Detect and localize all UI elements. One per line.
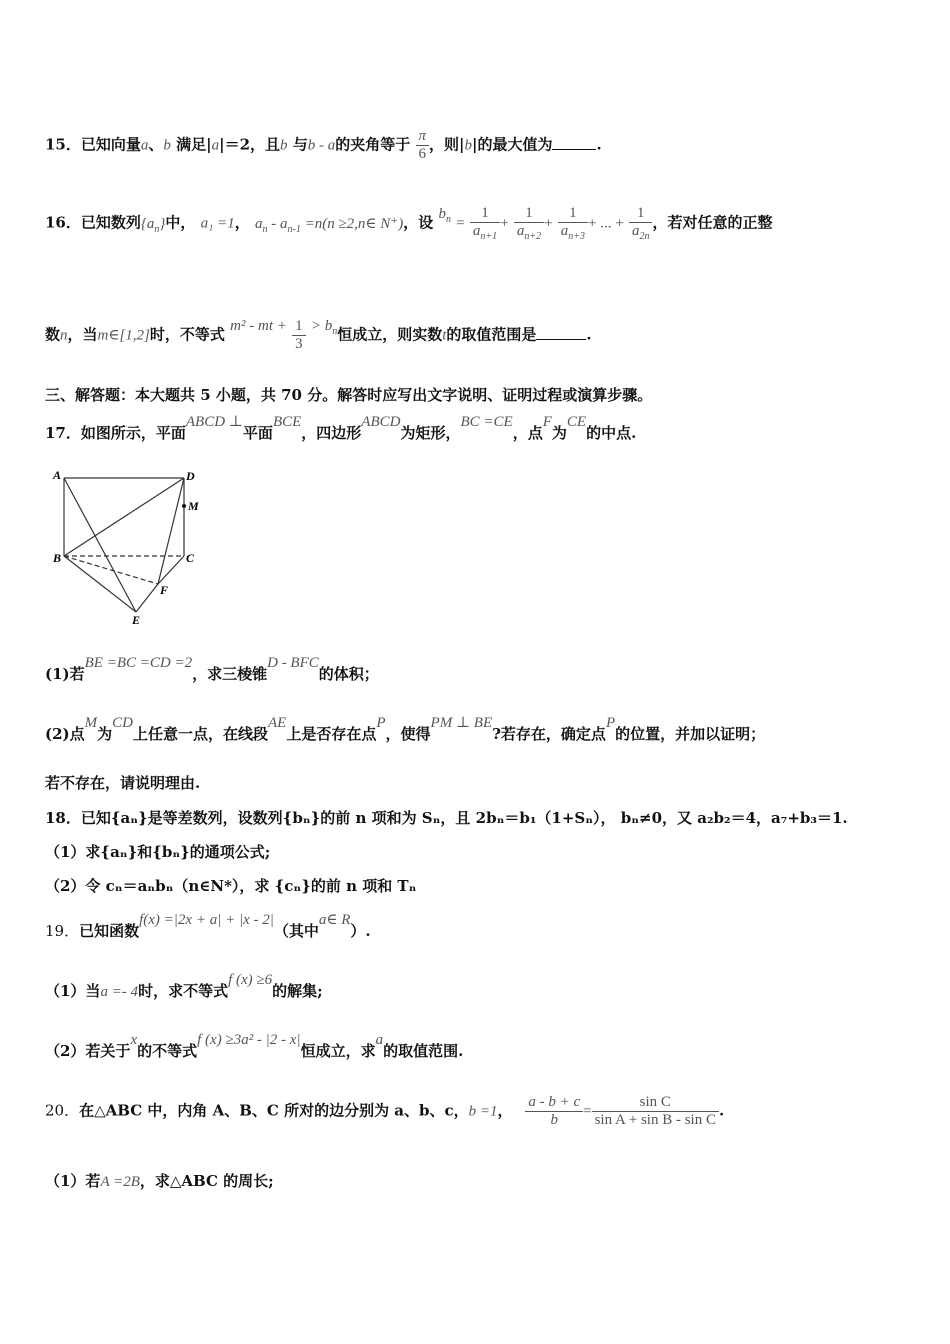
q19-part-1: （1）当a =- 4时，求不等式f (x) ≥6的解集;	[45, 972, 323, 1000]
label-F: F	[160, 583, 169, 597]
q17-part-2: (2)点M为CD上任意一点，在线段AE上是否存在点P，使得PM ⊥ BE?若存在，确定点P的位置，并加以证明；	[45, 715, 766, 743]
q20-line: 20．在△ABC 中，内角 A、B、C 所对的边分别为 a、b、c，b =1， $\frac{a - b + c}{b}$ = $\frac{\text{sin C}}{\text{sin A + sin B - sin C}}$ .	[45, 1094, 725, 1128]
q18-line-3: （2）令 cₙ＝aₙbₙ（n∈N*），求 {cₙ}的前 n 项和 Tₙ	[45, 877, 417, 895]
q19-line: 19．已知函数f(x) =|2x + a| + |x - 2|（其中a∈ R）.	[45, 912, 371, 940]
q17-part-1: (1)若BE =BC =CD =2，求三棱锥D - BFC的体积；	[45, 655, 379, 683]
q18-line-2: （1）求{aₙ}和{bₙ}的通项公式;	[45, 843, 271, 861]
label-D: D	[186, 469, 195, 483]
answer-blank[interactable]	[552, 149, 596, 150]
q20-part-1: （1）若A =2B，求△ABC 的周长;	[45, 1172, 274, 1190]
fraction-2: $\frac{1}{a_{n+2}}$	[514, 205, 544, 242]
fraction-sin: $\frac{\text{sin C}}{\text{sin A + sin B - sin C}}$	[592, 1094, 719, 1129]
label-A: A	[53, 468, 62, 482]
q15-number: 15．	[45, 135, 81, 154]
one-third-fraction: $\frac{1}{3}$	[292, 318, 306, 353]
q16-line-2: 数n，当m∈[1,2]时，不等式 m² - mt + $\frac{1}{3}$ > $b_n$恒成立，则实数t的取值范围是 .	[45, 317, 592, 352]
fraction-3: $\frac{1}{a_{n+3}}$	[558, 205, 588, 242]
geometry-figure	[48, 466, 208, 628]
label-M: M	[188, 499, 199, 513]
q18-line-1: 18．已知{aₙ}是等差数列，设数列{bₙ}的前 n 项和为 Sₙ，且 2bₙ＝b₁（1+Sₙ）， bₙ≠0，又 a₂b₂＝4，a₇+b₃＝1.	[45, 809, 848, 827]
label-C: C	[186, 551, 195, 565]
pi-over-6-fraction: $\frac{\pi}{6}$	[416, 128, 430, 163]
q15-line: 15．已知向量a、b 满足|a|＝2，且b 与b - a的夹角等于 $\frac{\pi}{6}$ ，则|b|的最大值为 .	[45, 128, 602, 162]
q17-line: 17．如图所示，平面ABCD ⊥平面BCE，四边形ABCD为矩形，BC =CE，点F为CE的中点.	[45, 414, 637, 442]
fraction-abc-over-b: $\frac{a - b + c}{b}$	[525, 1094, 583, 1129]
answer-blank[interactable]	[536, 339, 586, 340]
label-B: B	[53, 551, 62, 565]
label-E: E	[132, 613, 141, 627]
q19-part-2: （2）若关于x的不等式f (x) ≥3a² - |2 - x|恒成立，求a的取值范围.	[45, 1032, 464, 1060]
fraction-1: $\frac{1}{a_{n+1}}$	[470, 205, 500, 242]
section-3-heading: 三、解答题：本大题共 5 小题，共 70 分。解答时应写出文字说明、证明过程或演算步骤。	[45, 386, 653, 404]
q16-line-1: 16．已知数列$\{a_n\}$中， a₁ =1， $a_n - a_{n-1} =n(n$ ≥2,n∈ N⁺)，设 $b_n$ = $\frac{1}{a_{n+1}}$ + $\frac{1}{a_{n+2}}$ + $\frac{1}{a_{n+3}}$ + ... + $\frac{1}{a_{2n}}$ ，若对任意的正整	[45, 205, 773, 242]
q16-number: 16．	[45, 213, 81, 232]
q17-part-2-line-2: 若不存在，请说明理由.	[45, 774, 201, 792]
fraction-4: $\frac{1}{a_{2n}}$	[629, 205, 653, 242]
